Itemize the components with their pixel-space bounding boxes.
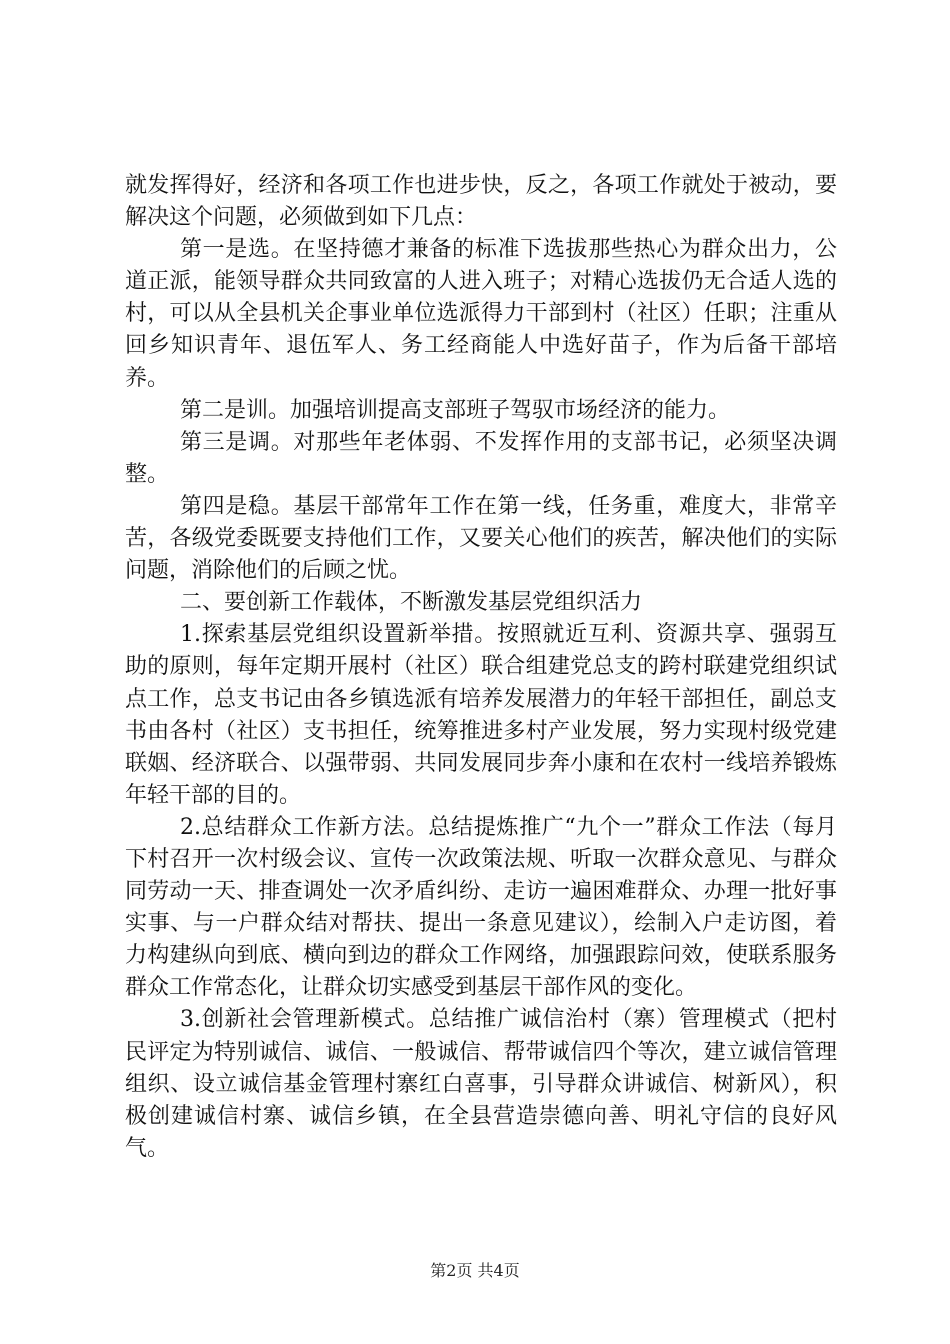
paragraph-item-1: 1.探索基层党组织设置新举措。按照就近互利、资源共享、强弱互助的原则，每年定期开展村（社区）联合组建党总支的跨村联建党组织试点工作，总支书记由各乡镇选派有培养发展潜力的年轻干部担任，副总支书由各村（社区）支书担任，统筹推进多村产业发展，努力实现村级党建联姻、经济联合、以强带弱、共同发展同步奔小康和在农村一线培养锻炼年轻干部的目的。 (125, 622, 837, 808)
paragraph-select: 第一是选。在坚持德才兼备的标准下选拔那些热心为群众出力，公道正派，能领导群众共同致富的人进入班子；对精心选拔仍无合适人选的村，可以从全县机关企事业单位选派得力干部到村（社区）任职；注重从回乡知识青年、退伍军人、务工经商能人中选好苗子，作为后备干部培养。 (125, 237, 837, 391)
page-number-footer: 第2页 共4页 (430, 1261, 520, 1280)
paragraph-item-3: 3.创新社会管理新模式。总结推广诚信治村（寨）管理模式（把村民评定为特别诚信、诚信、一般诚信、帮带诚信四个等次，建立诚信管理组织、设立诚信基金管理村寨红白喜事，引导群众讲诚信、树新风），积极创建诚信村寨、诚信乡镇，在全县营造崇德向善、明礼守信的良好风气。 (125, 1007, 837, 1161)
paragraph-stabilize: 第四是稳。基层干部常年工作在第一线，任务重，难度大，非常辛苦，各级党委既要支持他们工作，又要关心他们的疾苦，解决他们的实际问题，消除他们的后顾之忧。 (125, 493, 837, 584)
paragraph-continuation: 就发挥得好，经济和各项工作也进步快，反之，各项工作就处于被动，要解决这个问题，必须做到如下几点： (125, 173, 837, 231)
paragraph-adjust: 第三是调。对那些年老体弱、不发挥作用的支部书记，必须坚决调整。 (125, 429, 837, 487)
section-heading-2: 二、要创新工作载体，不断激发基层党组织活力 (180, 590, 643, 616)
paragraph-item-2: 2.总结群众工作新方法。总结提炼推广“九个一”群众工作法（每月下村召开一次村级会议、宣传一次政策法规、听取一次群众意见、与群众同劳动一天、排查调处一次矛盾纠纷、走访一遍困难群众、办理一批好事实事、与一户群众结对帮扶、提出一条意见建议），绘制入户走访图，着力构建纵向到底、横向到边的群众工作网络，加强跟踪问效，使联系服务群众工作常态化，让群众切实感受到基层干部作风的变化。 (125, 814, 837, 1001)
body-text (125, 170, 837, 1165)
paragraph-train: 第二是训。加强培训提高支部班子驾驭市场经济的能力。 (180, 397, 731, 423)
